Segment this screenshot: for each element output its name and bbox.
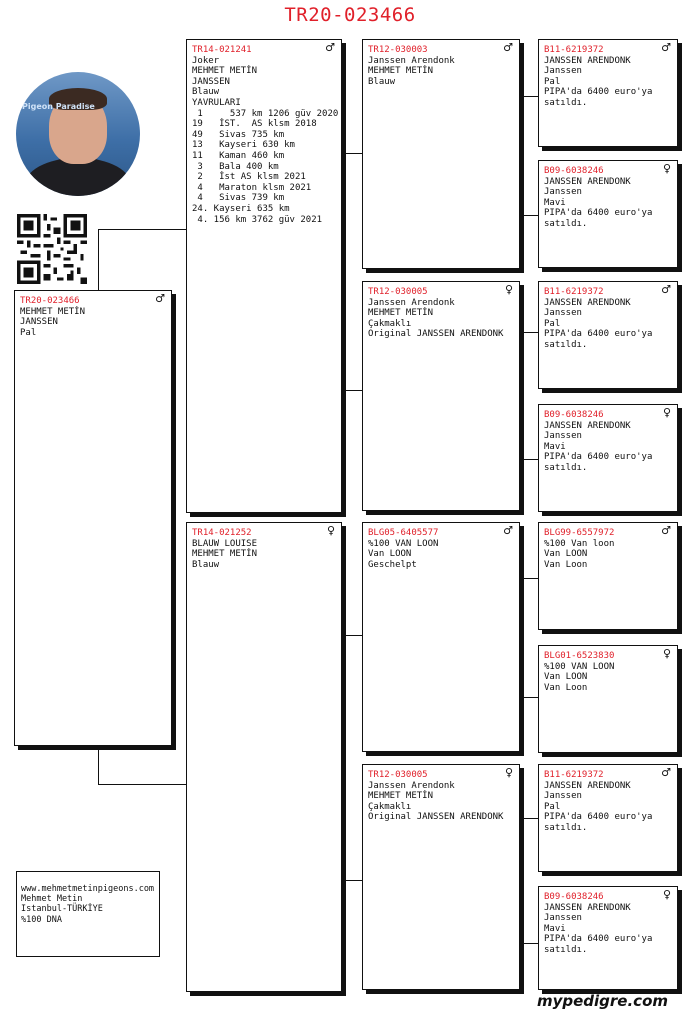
pigeon-info-line: 1 537 km 1206 güv 2020 (192, 108, 339, 119)
owner-photo (16, 72, 140, 196)
pigeon-info-line: JANSSEN ARENDONK (544, 780, 631, 791)
ring-number: TR20-023466 (20, 296, 80, 306)
pigeon-info-line: MEHMET METİN (192, 66, 258, 77)
pigeon-info-line: Janssen (544, 791, 582, 802)
pigeon-info-line: Blauw (192, 559, 220, 570)
ring-number: BLG01-6523830 (544, 651, 615, 661)
pigeon-card-sdd[interactable] (538, 404, 678, 512)
pigeon-info-line: satıldı. (544, 462, 588, 473)
male-sign-icon: ♂ (503, 41, 513, 54)
pigeon-card-ssd[interactable] (538, 160, 678, 268)
pedigree-title: TR20-023466 (284, 4, 416, 26)
pigeon-info-line: Janssen (544, 913, 582, 924)
connector-line (98, 746, 187, 785)
pigeon-card-ddd[interactable] (538, 886, 678, 990)
pigeon-card-dam-sire[interactable] (362, 522, 520, 752)
pigeon-info-line: 2 İst AS klsm 2021 (192, 172, 306, 183)
female-sign-icon: ♀ (504, 766, 513, 779)
pigeon-card-sss[interactable] (538, 39, 678, 147)
pigeon-card-dam-dam[interactable] (362, 764, 520, 990)
pigeon-info-line: 4. 156 km 3762 güv 2021 (192, 214, 323, 225)
pigeon-info-line: Janssen (544, 431, 582, 442)
pigeon-info-line: 4 Sivas 739 km (192, 193, 285, 204)
pigeon-info-line: PIPA'da 6400 euro'ya (544, 812, 653, 823)
male-sign-icon: ♂ (325, 41, 335, 54)
pigeon-info-line: %100 VAN LOON (544, 661, 615, 672)
pigeon-info-line: JANSSEN ARENDONK (544, 297, 631, 308)
pigeon-info-line: Van LOON (544, 549, 588, 560)
pigeon-card-sire-sire[interactable] (362, 39, 520, 269)
pigeon-info-line: Janssen Arendonk (368, 780, 455, 791)
male-sign-icon: ♂ (661, 283, 671, 296)
pigeon-info-line: %100 Van loon (544, 538, 615, 549)
pigeon-info-line: Blauw (368, 76, 396, 87)
dna-note: %100 DNA (21, 914, 62, 925)
pigeon-info-line: Janssen (544, 66, 582, 77)
pigeon-info-line: MEHMET METİN (20, 306, 86, 317)
connector-line (342, 153, 363, 391)
male-sign-icon: ♂ (661, 41, 671, 54)
pigeon-card-sds[interactable] (538, 281, 678, 389)
photo-backdrop-text: Pigeon Paradise (22, 102, 95, 111)
pigeon-info-line: JANSSEN ARENDONK (544, 176, 631, 187)
pigeon-info-line: PIPA'da 6400 euro'ya (544, 208, 653, 219)
ring-number: B09-6038246 (544, 166, 604, 176)
pigeon-card-sire[interactable] (186, 39, 342, 513)
pigeon-card-dsd[interactable] (538, 645, 678, 753)
male-sign-icon: ♂ (661, 766, 671, 779)
pigeon-info-line: JANSSEN ARENDONK (544, 420, 631, 431)
pigeon-info-line: satıldı. (544, 822, 588, 833)
male-sign-icon: ♂ (503, 524, 513, 537)
pigeon-info-line: Janssen (544, 187, 582, 198)
pigeon-info-line: JANSSEN ARENDONK (544, 902, 631, 913)
pigeon-info-line: PIPA'da 6400 euro'ya (544, 329, 653, 340)
female-sign-icon: ♀ (326, 524, 335, 537)
pigeon-card-dds[interactable] (538, 764, 678, 872)
pigeon-info-line: 11 Kaman 460 km (192, 150, 285, 161)
female-sign-icon: ♀ (662, 647, 671, 660)
pigeon-info-line: JANSSEN ARENDONK (544, 55, 631, 66)
pigeon-info-line: Çakmaklı (368, 801, 412, 812)
female-sign-icon: ♀ (504, 283, 513, 296)
pigeon-info-line: Janssen Arendonk (368, 297, 455, 308)
pigeon-card-dam[interactable] (186, 522, 342, 992)
ring-number: TR14-021252 (192, 528, 252, 538)
connector-line (342, 635, 363, 881)
pigeon-info-line: Pal (544, 318, 561, 329)
ring-number: B09-6038246 (544, 892, 604, 902)
owner-name: Mehmet Metin (21, 894, 83, 905)
pigeon-info-line: MEHMET METİN (368, 308, 434, 319)
pigeon-info-line: 4 Maraton klsm 2021 (192, 182, 312, 193)
female-sign-icon: ♀ (662, 162, 671, 175)
pigeon-info-line: Blauw (192, 87, 220, 98)
connector-line (520, 332, 539, 460)
ring-number: B11-6219372 (544, 45, 604, 55)
pigeon-info-line: %100 VAN LOON (368, 538, 439, 549)
pigeon-card-dss[interactable] (538, 522, 678, 630)
ring-number: B11-6219372 (544, 287, 604, 297)
pigeon-info-line: Mavi (544, 197, 566, 208)
pigeon-info-line: JANSSEN (20, 317, 58, 328)
pigeon-info-line: 49 Sivas 735 km (192, 129, 285, 140)
pigeon-info-line: Van Loon (544, 559, 588, 570)
pigeon-info-line: Van Loon (544, 682, 588, 693)
pigeon-info-line: 24. Kayseri 635 km (192, 203, 290, 214)
contact-info-box (16, 871, 160, 957)
pigeon-info-line: Joker (192, 55, 220, 66)
pigeon-info-line: 3 Bala 400 km (192, 161, 279, 172)
ring-number: TR14-021241 (192, 45, 252, 55)
pigeon-info-line: PIPA'da 6400 euro'ya (544, 934, 653, 945)
connector-line (520, 96, 539, 216)
ring-number: TR12-030003 (368, 45, 428, 55)
brand-logo[interactable]: mypedigre.com (536, 992, 668, 1010)
ring-number: TR12-030005 (368, 770, 428, 780)
qr-code-icon[interactable] (17, 214, 87, 284)
pigeon-info-line: Mavi (544, 923, 566, 934)
ring-number: TR12-030005 (368, 287, 428, 297)
connector-line (520, 578, 539, 698)
pigeon-info-line: Van LOON (368, 549, 412, 560)
pigeon-card-subject[interactable] (14, 290, 172, 746)
pigeon-info-line: satıldı. (544, 944, 588, 955)
pigeon-info-line: PIPA'da 6400 euro'ya (544, 452, 653, 463)
pigeon-card-sire-dam[interactable] (362, 281, 520, 511)
pigeon-info-line: satıldı. (544, 339, 588, 350)
pigeon-info-line: Janssen Arendonk (368, 55, 455, 66)
male-sign-icon: ♂ (661, 524, 671, 537)
pigeon-info-line: MEHMET METİN (368, 791, 434, 802)
ring-number: B11-6219372 (544, 770, 604, 780)
pigeon-info-line: Original JANSSEN ARENDONK (368, 812, 504, 823)
pigeon-info-line: Pal (544, 801, 561, 812)
pigeon-info-line: Geschelpt (368, 559, 417, 570)
pigeon-info-line: Çakmaklı (368, 318, 412, 329)
pigeon-info-line: Van LOON (544, 672, 588, 683)
pigeon-info-line: 19 İST. AS klsm 2018 (192, 119, 317, 130)
female-sign-icon: ♀ (662, 888, 671, 901)
connector-line (98, 229, 187, 292)
pigeon-info-line: satıldı. (544, 218, 588, 229)
website-link[interactable]: www.mehmetmetinpigeons.com (21, 884, 155, 894)
pigeon-info-line: YAVRULARI (192, 97, 241, 108)
pigeon-info-line: MEHMET METİN (192, 549, 258, 560)
owner-location: Istanbul-TÜRKİYE (21, 904, 103, 915)
pigeon-info-line: MEHMET METİN (368, 66, 434, 77)
pigeon-info-line: 13 Kayseri 630 km (192, 140, 295, 151)
pigeon-info-line: BLAUW LOUISE (192, 538, 258, 549)
pigeon-info-line: Original JANSSEN ARENDONK (368, 329, 504, 340)
ring-number: BLG99-6557972 (544, 528, 615, 538)
female-sign-icon: ♀ (662, 406, 671, 419)
pigeon-info-line: Mavi (544, 441, 566, 452)
male-sign-icon: ♂ (155, 292, 165, 305)
pigeon-info-line: Pal (544, 76, 561, 87)
pigeon-info-line: Pal (20, 327, 37, 338)
pigeon-info-line: JANSSEN (192, 76, 230, 87)
pigeon-info-line: Janssen (544, 308, 582, 319)
ring-number: B09-6038246 (544, 410, 604, 420)
pigeon-info-line: PIPA'da 6400 euro'ya (544, 87, 653, 98)
pigeon-info-line: satıldı. (544, 97, 588, 108)
connector-line (520, 818, 539, 944)
ring-number: BLG05-6405577 (368, 528, 439, 538)
